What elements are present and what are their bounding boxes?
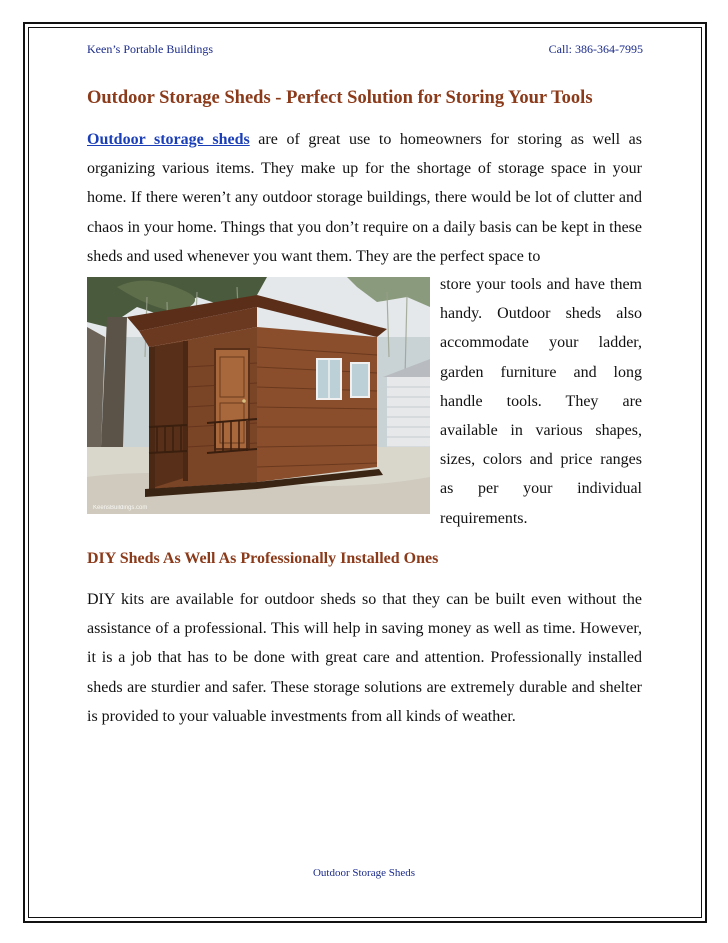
intro-continued: store your tools and have them handy. Outdoor sheds also accommodate your ladder, garden furniture and long handle tools. They are available in various shapes, sizes, colors and price ranges as per your individual requirements. [440, 276, 642, 527]
header-company: Keen’s Portable Buildings [87, 42, 213, 56]
intro-body: are of great use to homeowners for storing as well as organizing various items. They make up for the shortage of storage space in your home. If there weren’t any outdoor storage buildings, there would be lot of clutter and chaos in your home. Things that you don’t require on a daily basis can be kept in these sheds and used whenever you want them. They are the perfect space to [87, 131, 642, 265]
outdoor-storage-sheds-link[interactable]: Outdoor storage sheds [87, 131, 250, 148]
diy-paragraph: DIY kits are available for outdoor sheds so that they can be built even without the assistance of a professional. This will help in saving money as well as time. However, it is a job that has to be done with great care and attention. Professionally installed sheds are sturdier and safer. These storage solutions are extremely durable and shelter is provided to your valuable investments from all kinds of weather. [87, 591, 642, 725]
header-phone: Call: 386-364-7995 [548, 42, 643, 56]
photo-watermark: KeensBuildings.com [93, 505, 148, 511]
shed-photo [87, 277, 430, 514]
page-title: Outdoor Storage Sheds - Perfect Solution for Storing Your Tools [87, 88, 593, 108]
page-footer: Outdoor Storage Sheds [312, 867, 416, 879]
intro-paragraph [87, 125, 642, 271]
section-heading-diy: DIY Sheds As Well As Professionally Installed Ones [87, 550, 439, 567]
